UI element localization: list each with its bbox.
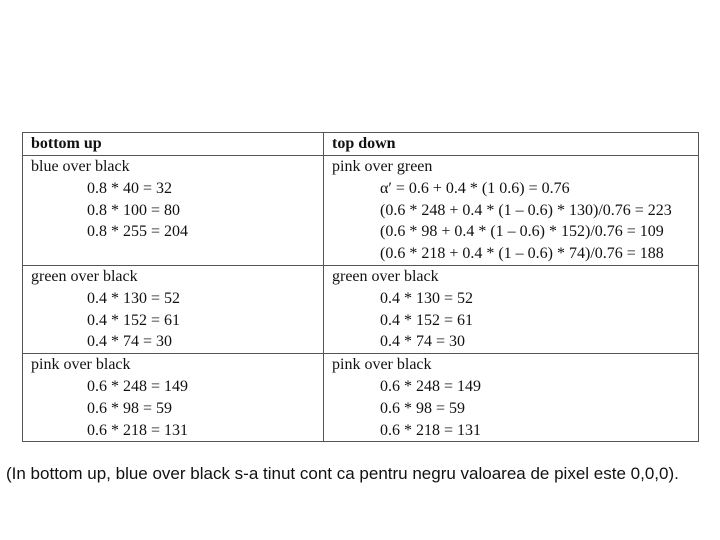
table-row [23,354,699,442]
cell-line: α′ = 0.6 + 0.4 * (1 0.6) = 0.76 [380,179,570,197]
compositing-table-container [22,132,699,440]
cell-blue-over-black [23,156,324,266]
cell-title: green over black [332,268,439,285]
cell-green-over-black-bottom-up [23,266,324,354]
table-row [23,156,699,266]
cell-line: 0.8 * 100 = 80 [87,201,181,219]
cell-pink-over-green [324,156,699,266]
caption-note: (In bottom up, blue over black s-a tinut cont ca pentru negru valoarea de pixel este 0,0,0). [6,464,679,483]
cell-line: 0.8 * 255 = 204 [87,223,189,241]
cell-line: 0.4 * 74 = 30 [87,333,173,351]
cell-line: (0.6 * 98 + 0.4 * (1 – 0.6) * 152)/0.76 = 109 [380,223,664,241]
cell-line: 0.6 * 218 = 131 [87,421,189,439]
cell-pink-over-black-top-down [324,354,699,442]
header-top-down: top down [324,133,699,156]
header-bottom-up: bottom up [23,133,324,156]
cell-title: green over black [31,268,138,285]
cell-line: 0.8 * 40 = 32 [87,179,173,197]
cell-line: 0.6 * 248 = 149 [87,377,189,395]
cell-title: pink over black [31,356,131,374]
cell-line: (0.6 * 248 + 0.4 * (1 – 0.6) * 130)/0.76 = 223 [380,201,672,219]
cell-line: (0.6 * 218 + 0.4 * (1 – 0.6) * 74)/0.76 = 188 [380,245,664,263]
header-row [23,133,699,156]
cell-title: pink over black [332,356,432,374]
cell-line: 0.6 * 98 = 59 [380,399,466,417]
cell-line: 0.4 * 152 = 61 [380,311,474,329]
cell-line: 0.6 * 248 = 149 [380,377,482,395]
cell-pink-over-black-bottom-up [23,354,324,442]
cell-line: 0.4 * 152 = 61 [87,311,181,329]
table-row [23,266,699,354]
cell-line: 0.6 * 98 = 59 [87,399,173,417]
cell-line: 0.4 * 74 = 30 [380,333,466,351]
cell-line: 0.6 * 218 = 131 [380,421,482,439]
cell-title: blue over black [31,158,130,175]
cell-green-over-black-top-down [324,266,699,354]
cell-line: 0.4 * 130 = 52 [87,289,181,307]
compositing-table [22,132,699,442]
cell-title: pink over green [332,158,433,175]
cell-line: 0.4 * 130 = 52 [380,289,474,307]
